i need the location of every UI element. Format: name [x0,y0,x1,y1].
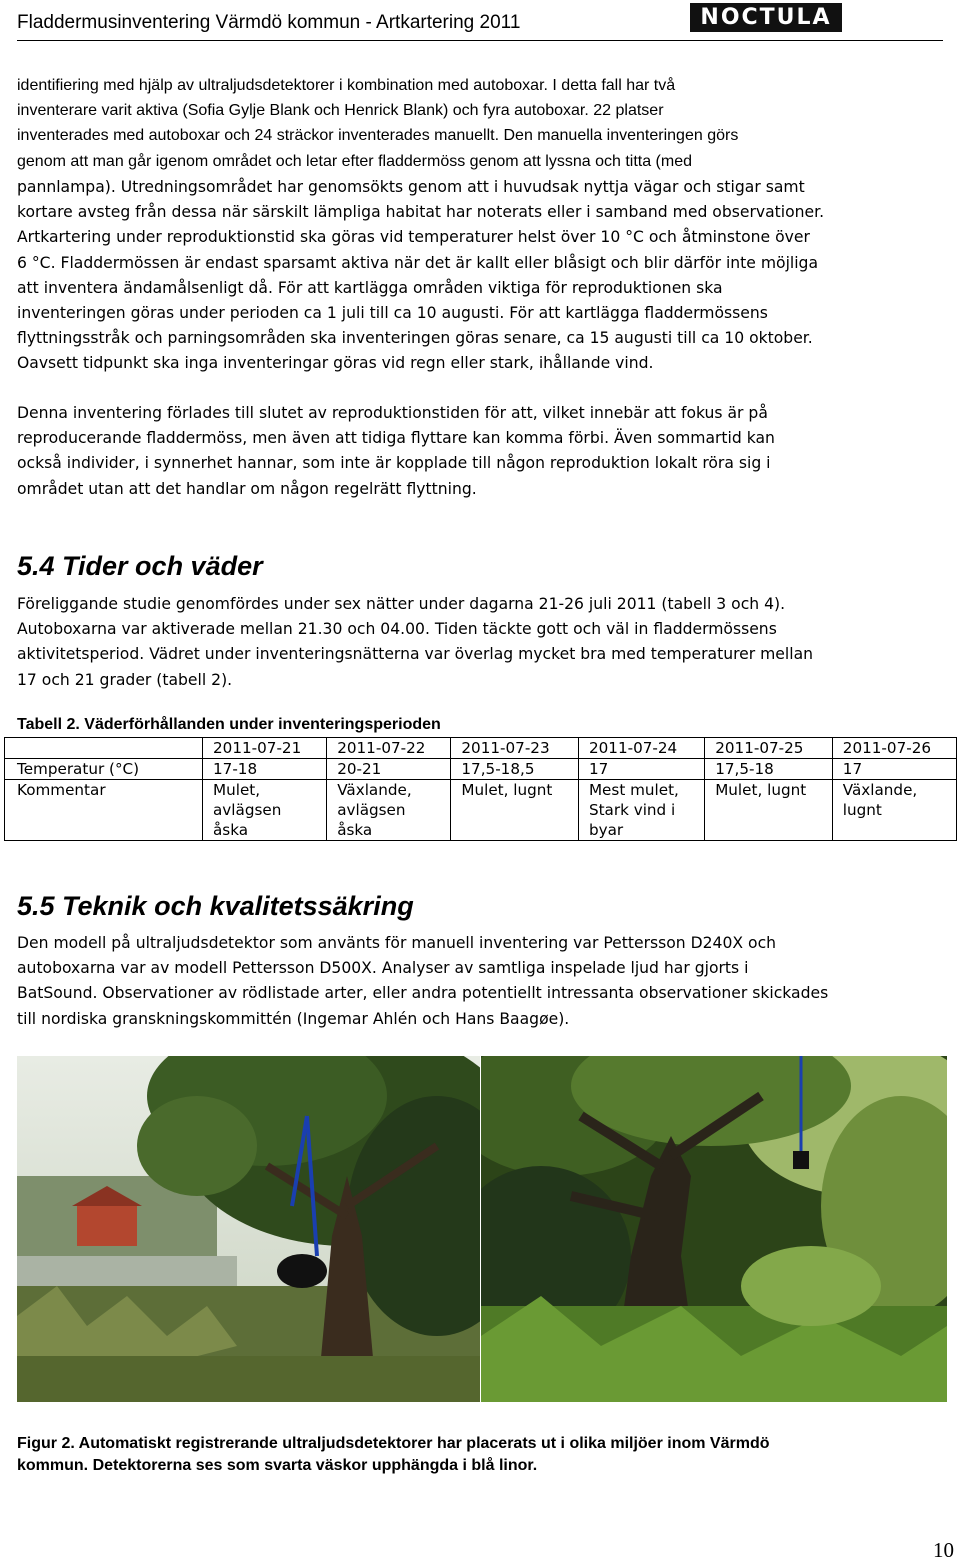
cell-line: Växlande, [842,781,918,799]
cell-line: Mest mulet, [588,781,679,799]
text-line: BatSound. Observationer av rödlistade arter, eller andra potentiellt intressanta observationer skickades [17,984,829,1003]
text-line: aktivitetsperiod. Vädret under inventeringsnätterna var överlag mycket bra med temperaturer mellan [17,645,814,664]
text-line: flyttningsstråk och parningsområden ska inventeringen göras senare, ca 15 augusti till ca 10 oktober. [17,329,813,348]
text-line: kortare avsteg från dessa när särskilt lämpliga habitat har noterats eller i samband med observationer. [17,203,825,222]
table-header-row [5,738,957,759]
caption-line: Figur 2. Automatiskt registrerande ultraljudsdetektorer har placerats ut i olika miljöer inom Värmdö [17,1435,770,1452]
cell-line: Mulet, lugnt [715,781,807,799]
text-line: autoboxarna var av modell Pettersson D500X. Analyser av samtliga inspelade ljud har gjorts i [17,959,749,978]
header-divider [17,40,943,41]
table-cell [578,780,704,841]
text-line: Föreliggande studie genomfördes under sex nätter under dagarna 21-26 juli 2011 (tabell 3 och 4). [17,595,786,613]
text-line: inventeringen göras under perioden ca 1 juli till ca 10 augusti. För att kartlägga fladdermössens [17,304,768,323]
table-row-temperature [5,759,957,780]
text-line: till nordiska granskningskommittén (Ingemar Ahlén och Hans Baagøe). [17,1009,570,1028]
table-date-cell: 2011-07-24 [578,738,704,759]
table-cell: 17 [578,759,704,780]
text-line: inventerades med autoboxar och 24 sträckor inventerades manuellt. Den manuella inventeringen görs [17,127,739,145]
text-line: Denna inventering förlades till slutet av reproduktionstiden för att, vilket innebär att fokus är på [17,404,768,422]
table-cell: 17,5-18,5 [451,759,579,780]
text-line: också individer, i synnerhet hannar, som inte är kopplade till någon reproduktion lokalt röra sig i [17,454,771,473]
cell-line: Mulet, [213,781,261,799]
section-heading-5-5: 5.5 Teknik och kvalitetssäkring [17,891,414,921]
section-heading-5-4: 5.4 Tider och väder [17,551,263,581]
table-cell-empty [5,738,203,759]
text-line: inventerare varit aktiva (Sofia Gylje Blank och Henrick Blank) och fyra autoboxar. 22 platser [17,102,664,120]
table-cell [705,780,833,841]
noctula-logo: NOCTULA [690,3,842,32]
text-line: Artkartering under reproduktionstid ska göras vid temperaturer helst över 10 °C och åtminstone över [17,228,810,247]
cell-line: avlägsen [337,801,406,819]
text-line: identifiering med hjälp av ultraljudsdetektorer i kombination med autoboxar. I detta fall har två [17,77,676,94]
table-caption: Tabell 2. Väderförhållanden under inventeringsperioden [17,716,441,733]
table-date-cell: 2011-07-26 [832,738,956,759]
table-cell: 20-21 [327,759,451,780]
table-cell: 17,5-18 [705,759,833,780]
photo-autobox-lake [17,1056,480,1402]
header-title: Fladdermusinventering Värmdö kommun - Artkartering 2011 [17,12,521,33]
photo-autobox-forest [481,1056,947,1402]
paragraph-technique [17,931,947,1032]
caption-line: kommun. Detektorerna ses som svarta väskor upphängda i blå linor. [17,1457,538,1474]
paragraph-timing [17,401,947,502]
text-line: att inventera ändamålsenligt då. För att kartlägga områden viktiga för reproduktionen ska [17,278,723,297]
table-cell: 17-18 [203,759,327,780]
cell-line: Stark vind i [588,801,676,819]
cell-line: Mulet, lugnt [461,781,553,799]
text-line: Oavsett tidpunkt ska inga inventeringar göras vid regn eller stark, ihållande vind. [17,354,654,373]
text-line: reproducerande fladdermöss, men även att tidiga flyttare kan komma förbi. Även sommartid kan [17,429,775,448]
weather-table [4,737,957,841]
text-line: 17 och 21 grader (tabell 2). [17,670,233,689]
text-line: pannlampa). Utredningsområdet har genomsökts genom att i huvudsak nyttja vägar och stigar samt [17,178,805,196]
text-line: 6 °C. Fladdermössen är endast sparsamt aktiva när det är kallt eller blåsigt och blir därför inte möjliga [17,253,819,272]
cell-line: byar [588,821,624,839]
table-row-label: Kommentar [5,780,203,841]
cell-line: åska [213,821,249,839]
table-date-cell: 2011-07-22 [327,738,451,759]
cell-line: Växlande, [337,781,412,799]
cell-line: avlägsen [213,801,282,819]
table-cell [832,780,956,841]
paragraph-method-intro [17,73,947,174]
table-row-label: Temperatur (°C) [5,759,203,780]
table-date-cell: 2011-07-23 [451,738,579,759]
paragraph-times-weather [17,592,947,693]
table-date-cell: 2011-07-21 [203,738,327,759]
text-line: Den modell på ultraljudsdetektor som använts för manuell inventering var Pettersson D240X och [17,934,777,952]
table-cell [451,780,579,841]
cell-line: åska [337,821,373,839]
cell-line: lugnt [842,801,882,819]
text-line: området utan att det handlar om någon regelrätt flyttning. [17,479,477,498]
paragraph-method-details [17,175,947,377]
table-row-comment [5,780,957,841]
text-line: genom att man går igenom området och letar efter fladdermöss genom att lyssna och titta (med [17,152,692,170]
text-line: Autoboxarna var aktiverade mellan 21.30 och 04.00. Tiden täckte gott och väl in fladdermössens [17,620,777,639]
table-cell: 17 [832,759,956,780]
table-date-cell: 2011-07-25 [705,738,833,759]
page-number: 10 [933,1538,954,1562]
figure-caption [17,1433,917,1477]
table-cell [327,780,451,841]
table-cell [203,780,327,841]
